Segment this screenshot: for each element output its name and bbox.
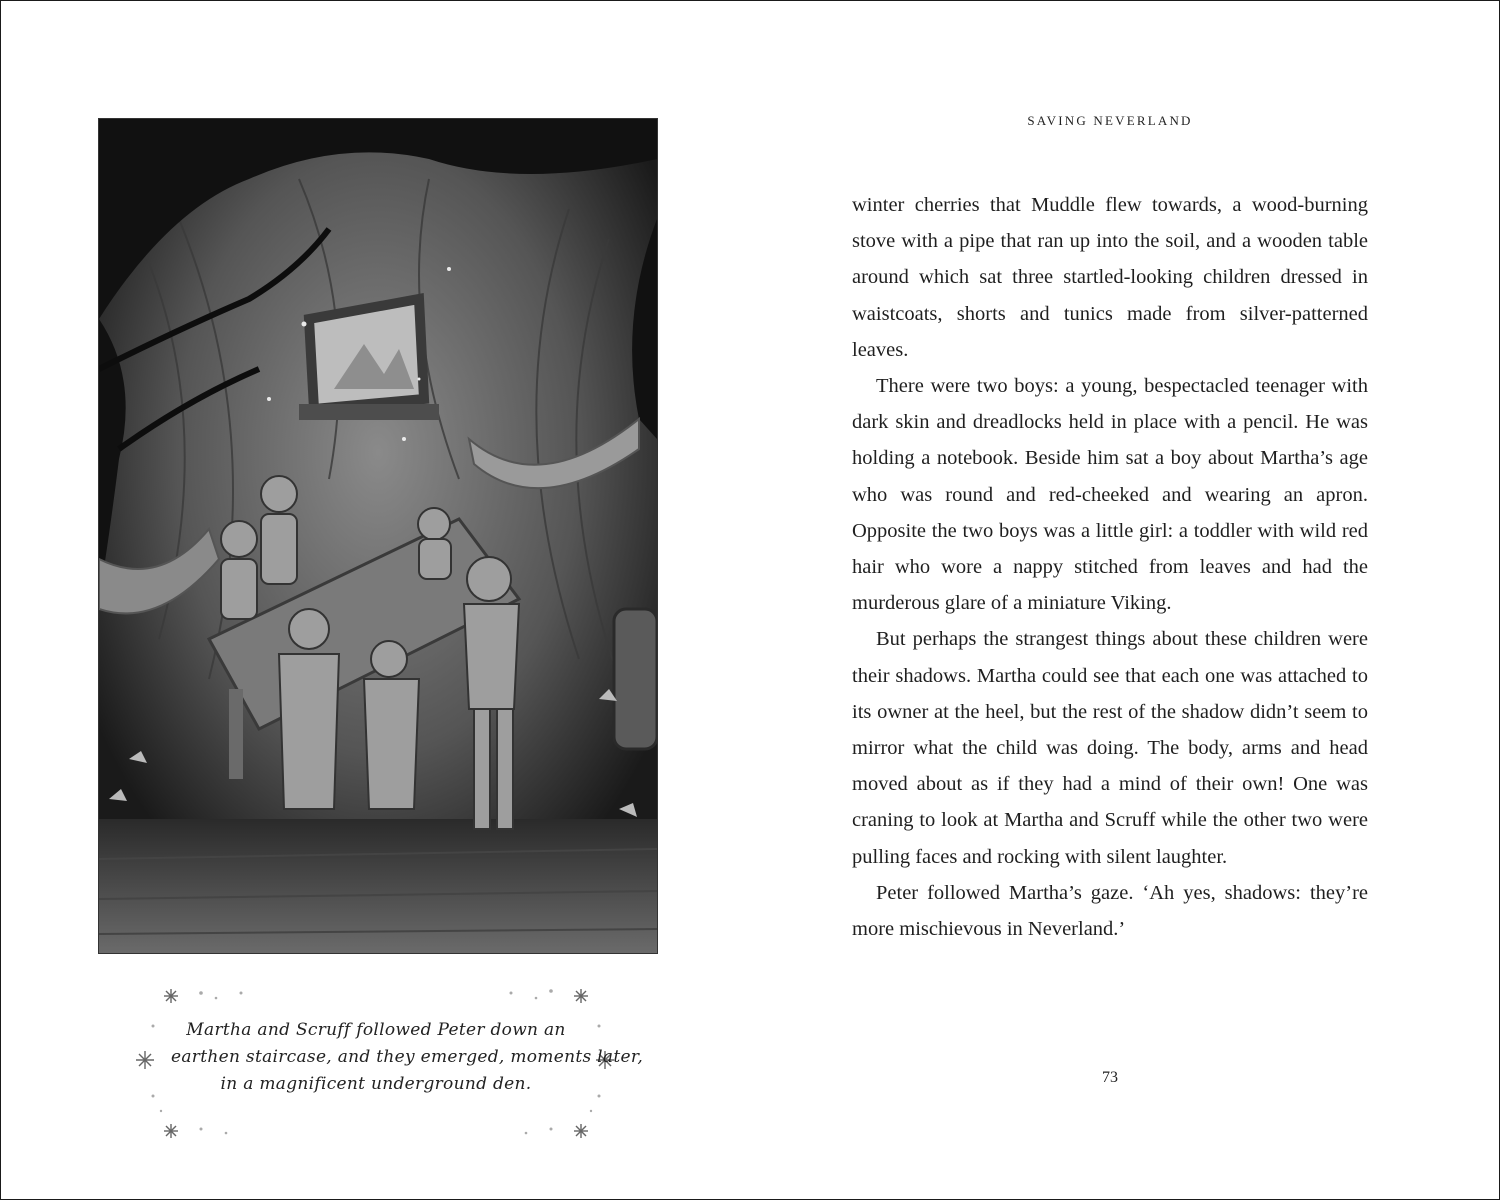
page-number: 73 — [1102, 1069, 1118, 1086]
body-text — [852, 187, 1368, 947]
illustration-artwork — [99, 119, 657, 953]
caption-line: in a magnificent underground den. — [220, 1074, 532, 1094]
underground-den-illustration — [98, 118, 658, 954]
caption-line: earthen staircase, and they emerged, moments later, — [171, 1047, 644, 1067]
caption-line: Martha and Scruff followed Peter down an — [186, 1020, 566, 1040]
caption-text — [171, 1017, 644, 1098]
paragraph: winter cherries that Muddle flew towards, a wood-burning stove with a pipe that ran up into the soil, and a wooden table around which sat three startled-looking children dressed in waistcoats, shorts and tunics made from silver-patterned leaves. — [852, 194, 1368, 361]
running-head: SAVING NEVERLAND — [1027, 113, 1193, 128]
paragraph: Peter followed Martha’s gaze. ‘Ah yes, shadows: they’re more mischievous in Neverland.’ — [852, 881, 1368, 941]
paragraph: There were two boys: a young, bespectacled teenager with dark skin and dreadlocks held in place with a pencil. He was holding a notebook. Beside him sat a boy about Martha’s age who was round and red-cheeked and wearing an apron. Opposite the two boys was a little girl: a toddler with wild red hair who wore a nappy stitched from leaves and had the murderous glare of a miniature Viking. — [852, 375, 1368, 615]
illustration-caption — [131, 981, 644, 1151]
paragraph: But perhaps the strangest things about these children were their shadows. Martha could see that each one was attached to its owner at the heel, but the rest of the shadow didn’t seem to mirror what the child was doing. The body, arms and head moved about as if they had a mind of their own! One was craning to look at Martha and Scruff while the other two were pulling faces and rocking with silent laughter. — [852, 628, 1368, 868]
